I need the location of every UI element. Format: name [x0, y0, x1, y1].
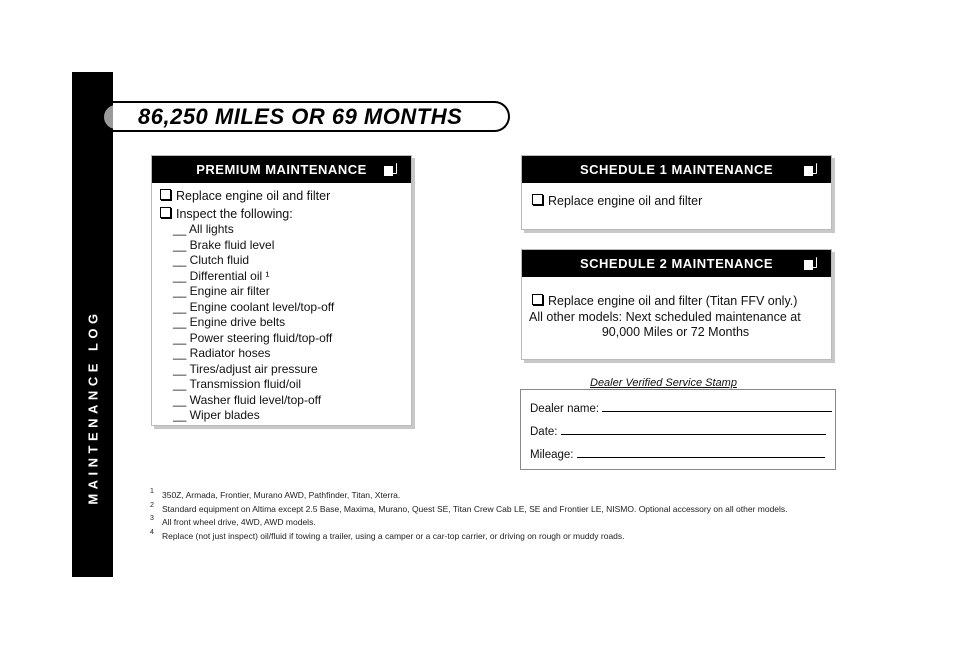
- list-item: __ Transmission fluid/oil: [173, 377, 302, 391]
- footnote: 2 Standard equipment on Altima except 2.5 Base, Maxima, Murano, Quest SE, Titan Crew Cab LE, SE and Frontier LE, NISMO. Optional accessory on all other models.: [150, 501, 788, 514]
- premium-maintenance-box: [151, 155, 412, 426]
- dealer-name-row: Dealer name:: [530, 403, 832, 415]
- premium-maintenance-heading: PREMIUM MAINTENANCE: [152, 156, 411, 183]
- stamp-title: Dealer Verified Service Stamp: [590, 377, 737, 389]
- checkbox-icon: [160, 189, 171, 200]
- list-item: __ Wiper blades: [173, 408, 260, 422]
- list-item: __ Engine air filter: [173, 284, 270, 298]
- schedule-2-note: All other models: Next scheduled maintenance at: [529, 309, 801, 324]
- list-item: __ Differential oil ¹: [173, 268, 270, 283]
- checkbox-icon: [160, 207, 171, 218]
- checkbox-icon: [807, 163, 817, 174]
- premium-check-item: Inspect the following:: [160, 207, 330, 223]
- footnote: 4 Replace (not just inspect) oil/fluid if towing a trailer, using a camper or a car-top carrier, or driving on rough or muddy roads.: [150, 528, 625, 541]
- inspect-list: [173, 222, 334, 424]
- checkbox-icon: [532, 294, 543, 305]
- checkbox-icon: [807, 257, 817, 268]
- list-item: __ Power steering fluid/top-off: [173, 330, 333, 345]
- mileage-field[interactable]: [577, 457, 825, 458]
- list-item: __ Engine drive belts: [173, 315, 286, 329]
- list-item: __ Engine coolant level/top-off: [173, 299, 335, 314]
- schedule-2-note-mileage: 90,000 Miles or 72 Months: [601, 325, 750, 339]
- mileage-row: Mileage:: [530, 449, 825, 461]
- footnote: 3 All front wheel drive, 4WD, AWD models.: [150, 515, 316, 527]
- list-item: __ Tires/adjust air pressure: [173, 361, 318, 376]
- list-item: __ All lights: [173, 222, 234, 236]
- date-field[interactable]: [561, 434, 826, 435]
- list-item: __ Clutch fluid: [173, 253, 250, 267]
- schedule-2-item: Replace engine oil and filter (Titan FFV only.): [532, 294, 827, 310]
- dealer-stamp-box: [520, 389, 836, 470]
- list-item: __ Brake fluid level: [173, 237, 275, 252]
- premium-check-item: Replace engine oil and filter: [160, 189, 330, 205]
- checkbox-icon: [532, 194, 543, 205]
- page-title: 86,250 MILES OR 69 MONTHS: [138, 104, 463, 129]
- schedule-2-box: [521, 249, 832, 360]
- footnote: 1 350Z, Armada, Frontier, Murano AWD, Pathfinder, Titan, Xterra.: [150, 488, 401, 500]
- date-row: Date:: [530, 426, 826, 438]
- schedule-1-heading: SCHEDULE 1 MAINTENANCE: [522, 156, 831, 183]
- dealer-name-field[interactable]: [602, 411, 832, 412]
- footnotes: [150, 490, 830, 544]
- checkbox-icon: [387, 163, 397, 174]
- list-item: __ Washer fluid level/top-off: [173, 392, 322, 407]
- sidebar: [72, 72, 113, 619]
- schedule-2-heading: SCHEDULE 2 MAINTENANCE: [522, 250, 831, 277]
- list-item: __ Radiator hoses: [173, 346, 271, 360]
- schedule-1-item: Replace engine oil and filter: [532, 194, 702, 210]
- sidebar-label: MAINTENANCE LOG: [85, 309, 100, 505]
- schedule-1-box: [521, 155, 832, 230]
- page-number: 42: [85, 605, 100, 619]
